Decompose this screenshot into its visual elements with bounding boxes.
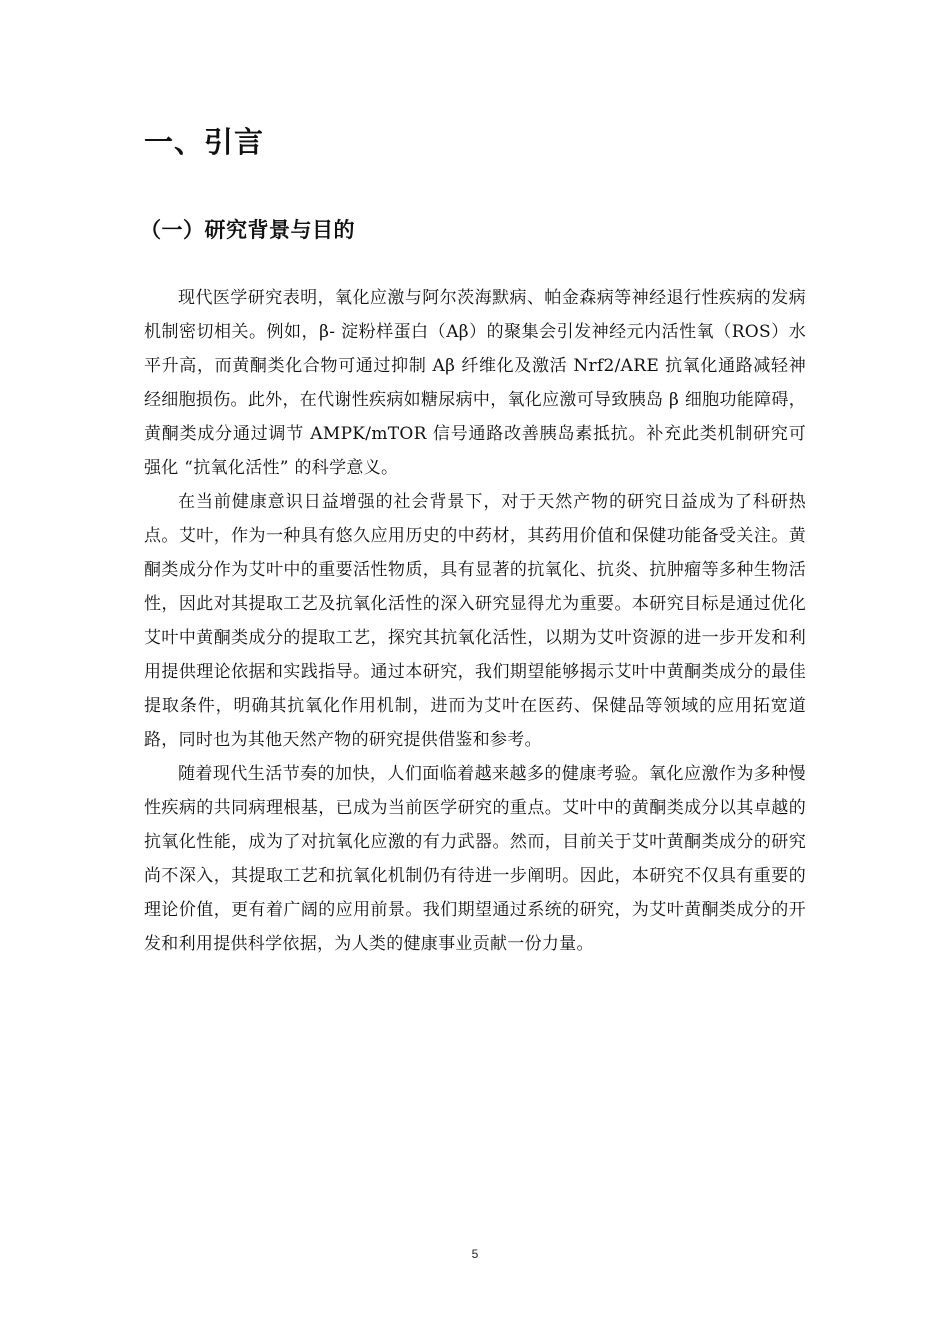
paragraph-3: 随着现代生活节奏的加快，人们面临着越来越多的健康考验。氧化应激作为多种慢性疾病的共同病理根基，已成为当前医学研究的重点。艾叶中的黄酮类成分以其卓越的抗氧化性能，成为了对抗氧化应激的有力武器。然而，目前关于艾叶黄酮类成分的研究尚不深入，其提取工艺和抗氧化机制仍有待进一步阐明。因此，本研究不仅具有重要的理论价值，更有着广阔的应用前景。我们期望通过系统的研究，为艾叶黄酮类成分的开发和利用提供科学依据，为人类的健康事业贡献一份力量。 xyxy=(144,764,806,954)
paragraph-2: 在当前健康意识日益增强的社会背景下，对于天然产物的研究日益成为了科研热点。艾叶，作为一种具有悠久应用历史的中药材，其药用价值和保健功能备受关注。黄酮类成分作为艾叶中的重要活性物质，具有显著的抗氧化、抗炎、抗肿瘤等多种生物活性，因此对其提取工艺及抗氧化活性的深入研究显得尤为重要。本研究目标是通过优化艾叶中黄酮类成分的提取工艺，探究其抗氧化活性，以期为艾叶资源的进一步开发和利用提供理论依据和实践指导。通过本研究，我们期望能够揭示艾叶中黄酮类成分的最佳提取条件，明确其抗氧化作用机制，进而为艾叶在医药、保健品等领域的应用拓宽道路，同时也为其他天然产物的研究提供借鉴和参考。 xyxy=(144,492,806,750)
subsection-heading: （一）研究背景与目的 xyxy=(140,218,355,242)
section-heading: 一、引言 xyxy=(144,125,265,159)
body-text xyxy=(144,281,806,961)
page-number: 5 xyxy=(471,1247,479,1261)
paragraph-1: 现代医学研究表明，氧化应激与阿尔茨海默病、帕金森病等神经退行性疾病的发病机制密切相关。例如，β- 淀粉样蛋白（Aβ）的聚集会引发神经元内活性氧（ROS）水平升高，而黄酮类化合物可通过抑制 Aβ 纤维化及激活 Nrf2/ARE 抗氧化通路减轻神经细胞损伤。此外，在代谢性疾病如糖尿病中，氧化应激可导致胰岛 β 细胞功能障碍，黄酮类成分通过调节 AMPK/mTOR 信号通路改善胰岛素抵抗。补充此类机制研究可强化 “抗氧化活性” 的科学意义。 xyxy=(144,288,806,478)
